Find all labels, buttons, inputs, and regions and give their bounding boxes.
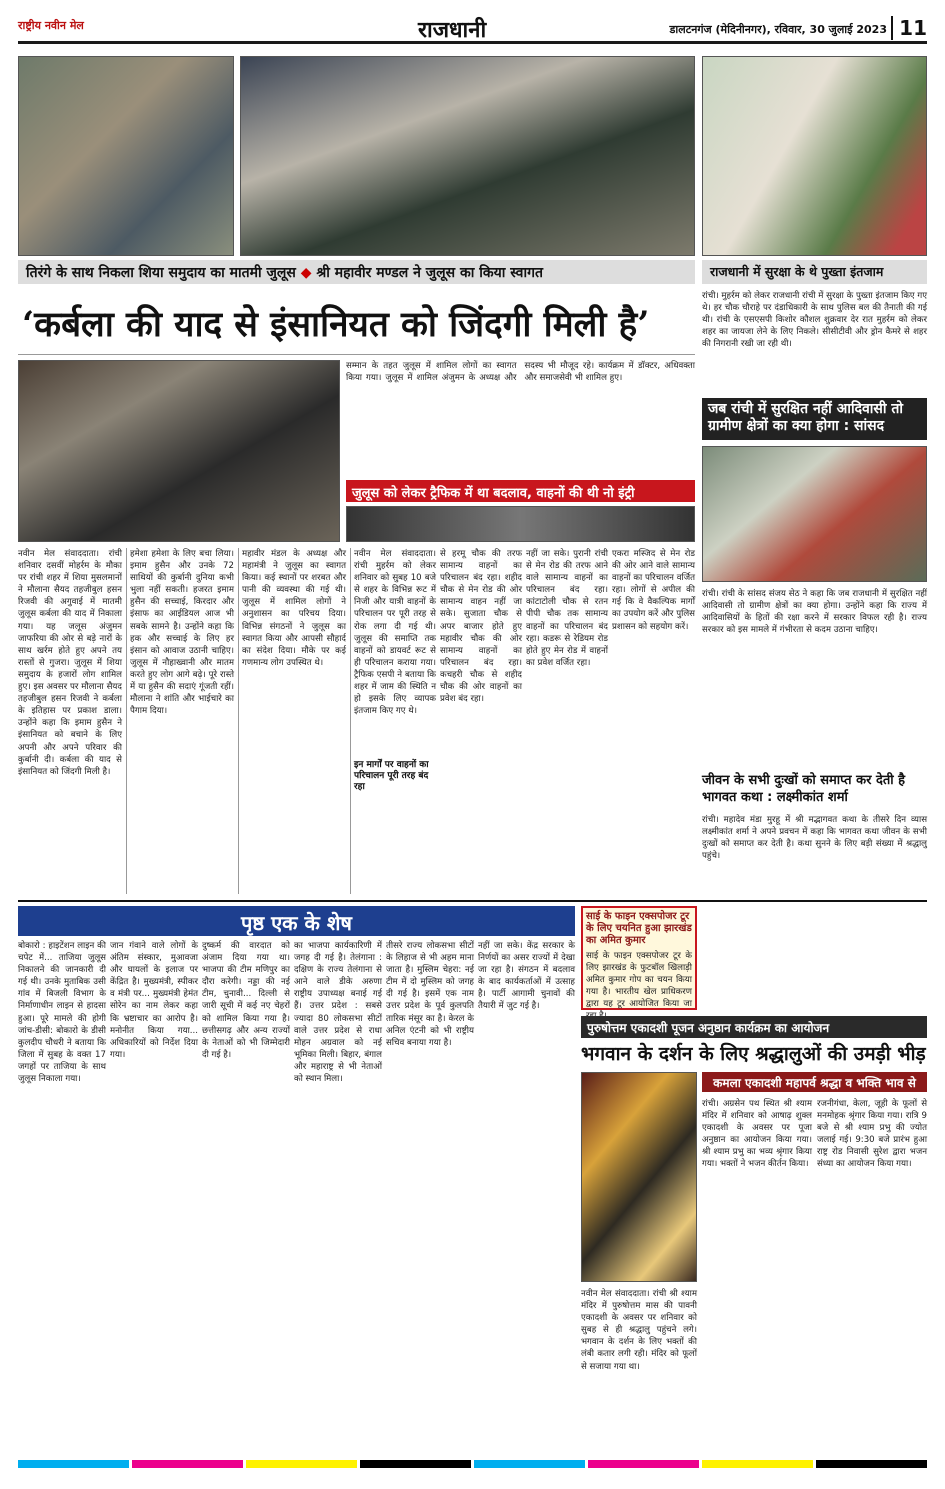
security-photo xyxy=(702,56,927,256)
dateline: डालटनगंज (मेदिनीनगर), रविवार, 30 जुलाई 2023 xyxy=(669,23,887,36)
sansad-headline: जब रांची में सुरक्षित नहीं आदिवासी तो ग्रामीण क्षेत्रों का क्या होगा : सांसद xyxy=(702,398,927,440)
shyam-prabhu-photo xyxy=(581,1072,697,1282)
diamond-icon: ◆ xyxy=(300,265,317,281)
bhagwat-article: रांची। महादेव मंडा मुरहू में श्री मद्भागवत कथा के तीसरे दिन व्यास लक्ष्मीकांत शर्मा ने अपने प्रवचन में कहा कि भागवत कथा जीवन के सभी दुःखों को समाप्त कर देती है। कथा सुनने के लिए बड़ी संख्या में श्रद्धालु पहुंचे। xyxy=(702,815,927,862)
traffic-col-4: एकरा मस्जिद से मेन रोड की ओर आने वाले सामान्य वाहनों का परिचालन वर्जित रहा। लोगों से अपील की गई कि वे वैकल्पिक मार्गों का उपयोग करें और पुलिस प्रशासन को सहयोग करें। xyxy=(612,549,695,632)
main-col-1: नवीन मेल संवाददाता। रांची शनिवार दसवीं मोहर्रम के मौका पर रांची शहर में शिया मुसलमानों ने मौलाना सैयद तहजीबुल हसन रिजवी की अगुवाई में मातमी जुलूस कर्बला की याद में निकाला गया। यह जलूस अंजुमन जाफरिया की ओर से बड़े नारों के साथ खर्रम होते हुए अपने तय रास्तों से गुजरा। जुलूस में शिया समुदाय के हजारों लोग शामिल हुए। इस अवसर पर मौलाना सैयद तहजीबुल हसन रिजवी ने कर्बला के इतिहास पर प्रकाश डाला। उन्होंने कहा कि इमाम हुसैन ने इंसानियत को बचाने के लिए अपनी और अपने परिवार की कुर्बानी दी। कर्बला की याद से इंसानियत को जिंदगी मिली है। xyxy=(18,549,122,777)
procession-photo-1 xyxy=(18,56,234,256)
caption-left: तिरंगे के साथ निकला शिया समुदाय का मातमी जुलूस xyxy=(26,265,296,281)
ekadashi-col-1: नवीन मेल संवाददाता। रांची श्री श्याम मंदिर में पुरुषोत्तम मास की पावनी एकादशी के अवसर पर शनिवार को सुबह से ही श्रद्धालु पहुंचने लगे। भगवान के दर्शन के लिए भक्तों की लंबी कतार लगी रही। मंदिर को फूलों से सजाया गया था। xyxy=(581,1289,697,1372)
ekadashi-subheadline: कमला एकादशी महापर्व श्रद्धा व भक्ति भाव से आयोजित xyxy=(702,1072,927,1092)
main-col-2: हमेशा हमेशा के लिए बचा लिया। इमाम हुसैन और उनके 72 साथियों की कुर्बानी दुनिया कभी भुला नहीं सकती। हजरत इमाम हुसैन की सच्चाई, किरदार और इंसाफ का आईडियल आज भी सबके सामने है। उन्होंने कहा कि हक और सच्चाई के लिए हर इंसान को आवाज उठानी चाहिए। जुलूस में नौहाख्वानी और मातम करते हुए लोग आगे बढ़े। पूरे रास्ते में या हुसैन की सदाएं गूंजती रहीं। मौलाना ने शांति और भाईचारे का पैगाम दिया। xyxy=(130,549,234,717)
section-title: राजधानी xyxy=(418,18,487,43)
lower-col-6: नहीं जा सके। केंद्र सरकार के निर्णयों का असर राज्यों में देखा जा रहा है। संगठन में बदलाव के बाद कार्यकर्ताओं में उत्साह है। पार्टी आगामी चुनावों की तैयारी में जुट गई है। xyxy=(478,941,575,1012)
ekadashi-col-3: रजनीगंधा, केला, जूही के फूलों से मनमोहक श्रृंगार किया गया। रात्रि 9 बजे से श्री श्याम प्रभु की ज्योत जलाई गई। 9:30 बजे प्रारंभ हुआ राष्ट्र रोड निवासी सुरेश द्वारा भजन संध्या का आयोजन किया गया। xyxy=(817,1099,927,1170)
continued-banner: पृष्ठ एक के शेष xyxy=(18,906,575,936)
sports-box xyxy=(581,906,697,1010)
main-headline: ‘कर्बला की याद से इंसानियत को जिंदगी मिली है’ xyxy=(22,304,650,345)
color-registration-strip xyxy=(18,1460,927,1468)
traffic-subhead: इन मार्गों पर वाहनों का परिचालन पूरी तरह बंद रहा xyxy=(354,760,429,792)
masthead xyxy=(18,14,927,44)
lower-col-3: दुष्कर्म की वारदात को अंजाम दिया गया था। भाजपा की टीम मणिपुर का दौरा करेगी। नड्डा की नई टीम, चुनावी... दिल्ली से जारी सूची में कई नए चेहरों को शामिल किया गया है। छत्तीसगढ़ और अन्य राज्यों के नेताओं को भी जिम्मेदारी दी गई है। xyxy=(202,941,290,1060)
sports-headline: साई के फाइन एक्सपोजर टूर के लिए चयनित हुआ झारखंड का अमित कुमार xyxy=(586,911,692,946)
col-rule xyxy=(350,548,351,894)
traffic-photo xyxy=(346,506,695,542)
sansad-photo xyxy=(702,446,927,582)
page-number: 11 xyxy=(891,16,927,40)
sidebar-article: सम्मान के तहत जुलूस में शामिल लोगों का स्वागत किया गया। जुलूस में शामिल अंजुमन के अध्यक्ष और सदस्य भी मौजूद रहे। कार्यक्रम में डॉक्टर, अधिवक्ता और समाजसेवी भी शामिल हुए। xyxy=(346,361,695,384)
bhagwat-headline: जीवन के सभी दुःखों को समाप्त कर देती है भागवत कथा : लक्ष्मीकांत शर्मा xyxy=(702,773,906,805)
photo-caption-strip xyxy=(18,260,695,284)
lower-col-2: जान गंवाने वाले लोगों के अंतिम संस्कार, मुआवजा और घायलों के इलाज पर केंद्रित है। मुख्यमंत्री, स्पीकर व मंत्री पर... मुख्यमंत्री हेमंत सोरेन का नाम लेकर कहा कि भ्रष्टाचार का आरोप है। मनोनीत किया गया... अधिकारियों को निर्देश दिया गया। xyxy=(110,941,198,1060)
lower-col-5: तीसरे राज्य लोकसभा सीटों के लिहाज से भी अहम माना जाता है। मुस्लिम चेहरा: नई टीम में दो मुस्लिम को जगह दी गई है। इसमें एक नाम उत्तर प्रदेश के पूर्व कुलपति तारिक मंसूर का है। केरल के अनिल एंटनी को भी राष्ट्रीय सचिव बनाया गया है। xyxy=(386,941,474,1048)
procession-photo-2 xyxy=(240,56,695,256)
security-article: रांची। मुहर्रम को लेकर राजधानी रांची में सुरक्षा के पुख्ता इंतजाम किए गए थे। हर चौक चौराहे पर दंडाधिकारी के साथ पुलिस बल की तैनाती की गई थी। रांची के एसएसपी किशोर कौशल शुक्रवार देर रात मुहर्रम को लेकर शहर का जायजा लेने के लिए निकले। सीसीटीवी और ड्रोन कैमरे से शहर की निगरानी रखी जा रही थी। xyxy=(702,291,927,350)
traffic-col-3: नहीं जा सके। पुरानी रांची से मेन रोड की तरफ आने वाले सामान्य वाहनों का परिचालन बंद रहा। कांटाटोली चौक से रतन पीपी चौक तक सामान्य वाहनों का परिचालन बंद रहा। कडरू से रेडियम रोड होते हुए मेन रोड में वाहनों का प्रवेश वर्जित रहा। xyxy=(526,549,608,668)
traffic-col-1: नवीन मेल संवाददाता। रांची मुहर्रम को लेकर शनिवार को सुबह 10 बजे से शहर के विभिन्न रूट में निजी और यात्री वाहनों के परिचालन पर पूरी तरह से रोक लगा दी गई थी। जुलूस की समाप्ति तक वाहनों को डायवर्ट रूट से ही परिचालन कराया गया। ट्रैफिक एसपी ने बताया कि शहर में जाम की स्थिति न हो इसके लिए व्यापक इंतजाम किए गए थे। xyxy=(354,549,436,717)
traffic-band: जुलूस को लेकर ट्रैफिक में था बदलाव, वाहनों की थी नो इंट्री xyxy=(346,480,695,502)
matam-procession-photo xyxy=(18,360,340,542)
ekadashi-col-2: रांची। अग्रसेन पथ स्थित श्री श्याम मंदिर में शनिवार को आषाढ़ शुक्ल एकादशी के अवसर पर पूजा अनुष्ठान का आयोजन किया गया। श्री श्याम प्रभु का भव्य श्रृंगार किया गया। भक्तों ने भजन कीर्तन किया। xyxy=(702,1099,812,1170)
section-divider xyxy=(18,900,927,902)
main-col-3: महावीर मंडल के अध्यक्ष और महामंत्री ने जुलूस का स्वागत किया। कई स्थानों पर शरबत और पानी की व्यवस्था की गई थी। जुलूस में शामिल लोगों ने अनुशासन का परिचय दिया। विभिन्न संगठनों ने जुलूस का स्वागत किया और आपसी सौहार्द का संदेश दिया। मौके पर कई गणमान्य लोग उपस्थित थे। xyxy=(242,549,346,668)
ekadashi-headline: भगवान के दर्शन के लिए श्रद्धालुओं की उमड़ी भीड़ xyxy=(581,1043,926,1065)
sansad-article: रांची। रांची के सांसद संजय सेठ ने कहा कि जब राजधानी में सुरक्षित नहीं आदिवासी तो ग्रामीण क्षेत्रों का क्या होगा। उन्होंने कहा कि राज्य में आदिवासियों के हितों की रक्षा करने में सरकार विफल रही है। राज्य सरकार को इस मामले में गंभीरता से कदम उठाना चाहिए। xyxy=(702,589,927,636)
traffic-col-2: से हरमू चौक की तरफ सामान्य वाहनों का परिचालन बंद रहा। शहीद चौक से मेन रोड की ओर सामान्य वाहन नहीं जा सके। सुजाता चौक से अपर बाजार होते हुए महावीर चौक की ओर सामान्य वाहनों का परिचालन बंद रहा। कचहरी चौक से शहीद चौक की ओर वाहनों का प्रवेश बंद रहा। xyxy=(440,549,522,705)
lower-col-4: का भाजपा कार्यकारिणी में जगह दी गई है। तेलंगाना : दक्षिण के राज्य तेलंगाना से आने वाले डीके अरुणा राष्ट्रीय उपाध्यक्ष बनाई गई हैं। उत्तर प्रदेश : सबसे ज्यादा 80 लोकसभा सीटों वाले उत्तर प्रदेश से राधा मोहन अग्रवाल को नई भूमिका मिली। बिहार, बंगाल और महाराष्ट्र से भी नेताओं को स्थान मिला। xyxy=(294,941,382,1085)
caption-right: श्री महावीर मण्डल ने जुलूस का किया स्वागत xyxy=(316,265,543,281)
brand-name: राष्ट्रीय नवीन मेल xyxy=(18,19,84,32)
lower-col-1: बोकारो : हाइटेंशन लाइन की चपेट में... ताजिया जुलूस निकालने की जानकारी दी गई थी। उनके मुताबिक उसी गांव में बिजली विभाग के निर्माणाधीन लाइन से हादसा हुआ। पूरे मामले की होगी जांच-डीसी: बोकारो के डीसी कुलदीप चौधरी ने बताया कि जिला में सुबह के वक्त 17 जगहों पर ताजिया के साथ जुलूस निकाला गया। xyxy=(18,941,106,1085)
sports-article: साई के फाइन एक्सपोजर टूर के लिए झारखंड के फुटबॉल खिलाड़ी अमित कुमार गोप का चयन किया गया है। भारतीय खेल प्राधिकरण द्वारा यह टूर आयोजित किया जा xyxy=(586,951,692,1010)
col-rule xyxy=(238,548,239,894)
security-caption: राजधानी में सुरक्षा के थे पुख्ता इंतजाम xyxy=(702,260,927,284)
col-rule xyxy=(126,548,127,894)
ekadashi-band: पुरुषोत्तम एकादशी पूजन अनुष्ठान कार्यक्रम का आयोजन xyxy=(581,1016,927,1038)
headline-rule xyxy=(18,354,695,355)
